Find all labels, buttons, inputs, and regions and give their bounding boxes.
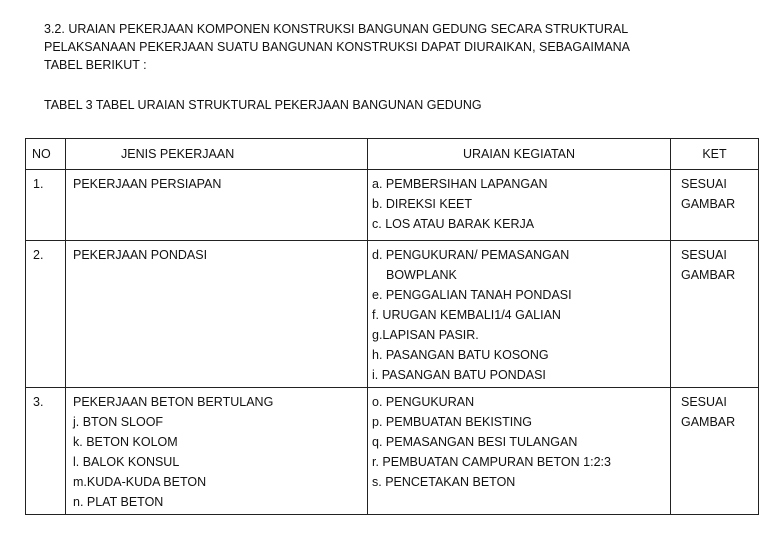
intro-line: TABEL BERIKUT :: [44, 58, 147, 72]
header-uraian-kegiatan: URAIAN KEGIATAN: [368, 139, 671, 170]
cell-line: l. BALOK KONSUL: [73, 455, 180, 469]
cell-line: k. BETON KOLOM: [73, 435, 178, 449]
table-title: TABEL 3 TABEL URAIAN STRUKTURAL PEKERJAAN BANGUNAN GEDUNG: [44, 98, 482, 112]
cell-ket: [671, 241, 759, 388]
cell-jenis: [66, 388, 368, 515]
cell-line: h. PASANGAN BATU KOSONG: [372, 348, 549, 362]
cell-no: 2.: [26, 241, 66, 388]
cell-line: PEKERJAAN PONDASI: [73, 248, 208, 262]
cell-no: 3.: [26, 388, 66, 515]
header-jenis-pekerjaan: JENIS PEKERJAAN: [66, 139, 368, 170]
cell-line: f. URUGAN KEMBALI1/4 GALIAN: [372, 308, 561, 322]
cell-line: GAMBAR: [681, 415, 736, 429]
cell-jenis: [66, 241, 368, 388]
work-breakdown-table: [25, 138, 759, 515]
cell-line: PEKERJAAN PERSIAPAN: [73, 177, 222, 191]
table-row: [26, 241, 759, 388]
cell-no: 1.: [26, 170, 66, 241]
cell-line: GAMBAR: [681, 197, 736, 211]
cell-line: BOWPLANK: [386, 268, 457, 282]
intro-paragraph: [44, 20, 704, 74]
cell-uraian: [368, 170, 671, 241]
cell-line: s. PENCETAKAN BETON: [372, 475, 516, 489]
cell-line: g.LAPISAN PASIR.: [372, 328, 479, 342]
cell-uraian: [368, 388, 671, 515]
cell-line: o. PENGUKURAN: [372, 395, 475, 409]
cell-line: m.KUDA-KUDA BETON: [73, 475, 207, 489]
cell-line: p. PEMBUATAN BEKISTING: [372, 415, 532, 429]
intro-line: PELAKSANAAN PEKERJAAN SUATU BANGUNAN KONSTRUKSI DAPAT DIURAIKAN, SEBAGAIMANA: [44, 40, 631, 54]
table-header-row: [26, 139, 759, 170]
cell-line: GAMBAR: [681, 268, 736, 282]
intro-line: 3.2. URAIAN PEKERJAAN KOMPONEN KONSTRUKSI BANGUNAN GEDUNG SECARA STRUKTURAL: [44, 22, 629, 36]
header-no: NO: [26, 139, 66, 170]
cell-jenis: [66, 170, 368, 241]
cell-line: b. DIREKSI KEET: [372, 197, 473, 211]
cell-line: j. BTON SLOOF: [73, 415, 164, 429]
table-row: [26, 170, 759, 241]
cell-line: SESUAI: [681, 395, 727, 409]
cell-line: d. PENGUKURAN/ PEMASANGAN: [372, 248, 570, 262]
cell-line: r. PEMBUATAN CAMPURAN BETON 1:2:3: [372, 455, 611, 469]
header-ket: KET: [671, 139, 759, 170]
cell-line: q. PEMASANGAN BESI TULANGAN: [372, 435, 578, 449]
cell-line: c. LOS ATAU BARAK KERJA: [372, 217, 535, 231]
cell-ket: [671, 388, 759, 515]
cell-uraian: [368, 241, 671, 388]
cell-line: e. PENGGALIAN TANAH PONDASI: [372, 288, 572, 302]
cell-line: SESUAI: [681, 177, 727, 191]
cell-line: n. PLAT BETON: [73, 495, 164, 509]
cell-line: i. PASANGAN BATU PONDASI: [372, 368, 546, 382]
cell-line: a. PEMBERSIHAN LAPANGAN: [372, 177, 548, 191]
cell-line: SESUAI: [681, 248, 727, 262]
table-row: [26, 388, 759, 515]
cell-line: PEKERJAAN BETON BERTULANG: [73, 395, 274, 409]
cell-ket: [671, 170, 759, 241]
